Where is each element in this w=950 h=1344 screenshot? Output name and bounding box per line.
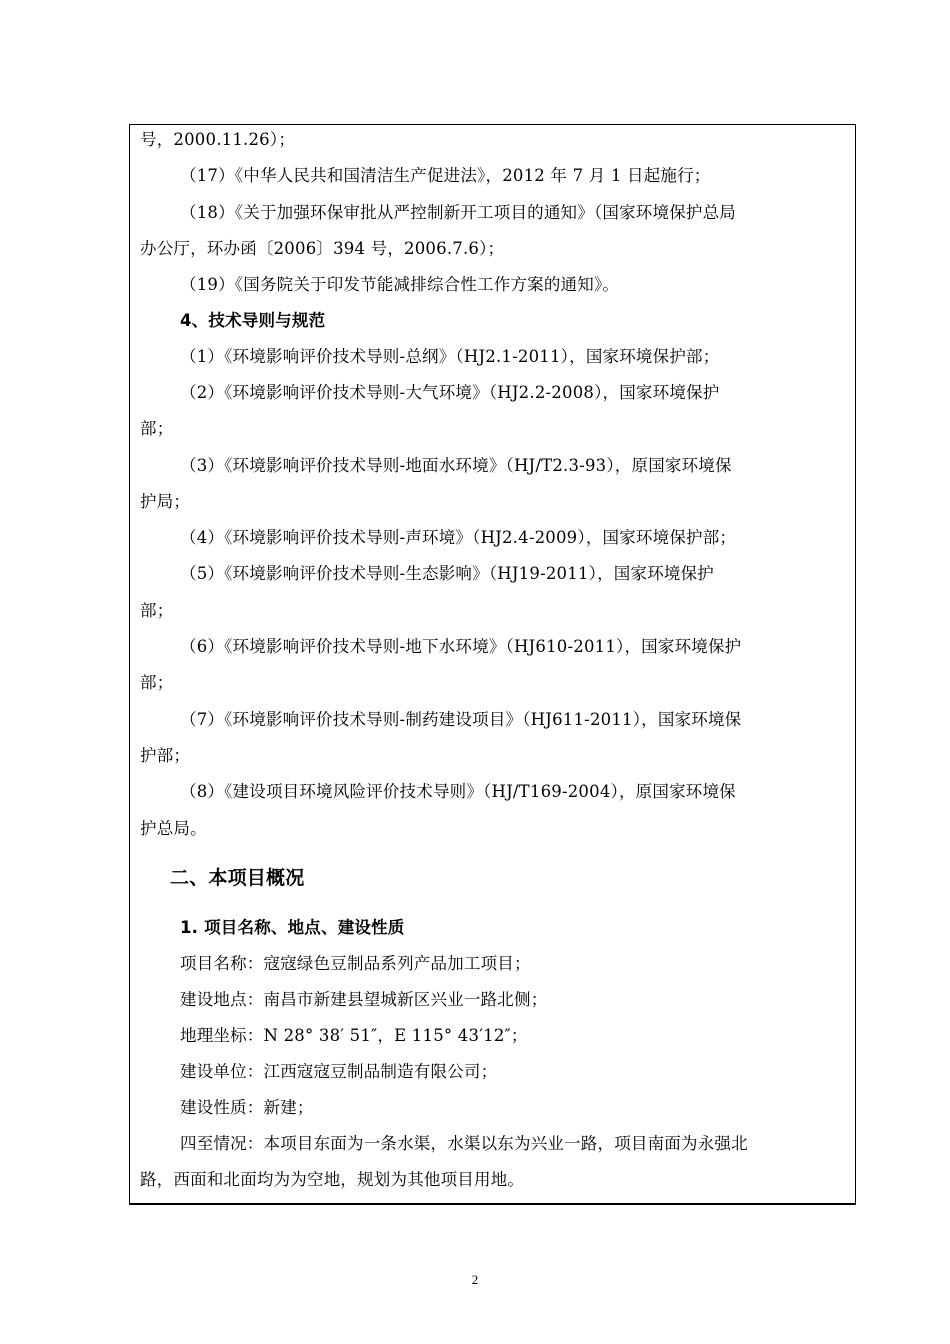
text-line: 护总局。 [140, 819, 207, 838]
frame-bottom-border [129, 1203, 856, 1205]
text-line: （4）《环境影响评价技术导则-声环境》（HJ2.4-2009），国家环境保护部； [180, 528, 737, 547]
text-line: 四至情况：本项目东面为一条水渠，水渠以东为兴业一路，项目南面为永强北 [180, 1134, 748, 1153]
text-line: 部； [140, 601, 174, 620]
text-line: 建设性质：新建； [180, 1098, 314, 1117]
text-line: 地理坐标：N 28° 38′ 51″，E 115° 43′12″； [180, 1026, 528, 1045]
text-line: 建设单位：江西寇寇豆制品制造有限公司； [180, 1062, 498, 1081]
text-line: 护局； [140, 492, 191, 511]
text-line: （1）《环境影响评价技术导则-总纲》（HJ2.1-2011），国家环境保护部； [180, 347, 720, 366]
text-line: （7）《环境影响评价技术导则-制药建设项目》（HJ611-2011），国家环境保 [180, 710, 742, 729]
text-line: （18）《关于加强环保审批从严控制新开工项目的通知》（国家环境保护总局 [180, 203, 736, 222]
page-number: 2 [471, 1272, 479, 1287]
text-line: （5）《环境影响评价技术导则-生态影响》（HJ19-2011），国家环境保护 [180, 564, 714, 583]
text-line: 路，西面和北面均为为空地，规划为其他项目用地。 [140, 1170, 525, 1189]
text-line: （6）《环境影响评价技术导则-地下水环境》（HJ610-2011），国家环境保护 [180, 637, 742, 656]
text-line: 护部； [140, 746, 191, 765]
section-heading: 1. 项目名称、地点、建设性质 [180, 918, 405, 937]
text-line: 建设地点：南昌市新建县望城新区兴业一路北侧； [180, 990, 548, 1009]
text-line: （3）《环境影响评价技术导则-地面水环境》（HJ/T2.3-93），原国家环境保 [180, 456, 732, 475]
text-line: （19）《国务院关于印发节能减排综合性工作方案的通知》。 [180, 275, 620, 294]
text-line: 部； [140, 673, 174, 692]
text-line: 部； [140, 419, 174, 438]
text-line: 办公厅，环办函〔2006〕394 号，2006.7.6）； [140, 239, 505, 258]
section-heading: 4、技术导则与规范 [180, 311, 326, 330]
text-line: （8）《建设项目环境风险评价技术导则》（HJ/T169-2004），原国家环境保 [180, 782, 736, 801]
chapter-heading: 二、本项目概况 [170, 867, 305, 889]
text-line: （17）《中华人民共和国清洁生产促进法》，2012 年 7 月 1 日起施行； [180, 166, 711, 185]
text-line: （2）《环境影响评价技术导则-大气环境》（HJ2.2-2008），国家环境保护 [180, 383, 720, 402]
text-line: 号，2000.11.26）； [140, 130, 296, 149]
text-line: 项目名称：寇寇绿色豆制品系列产品加工项目； [180, 954, 531, 973]
